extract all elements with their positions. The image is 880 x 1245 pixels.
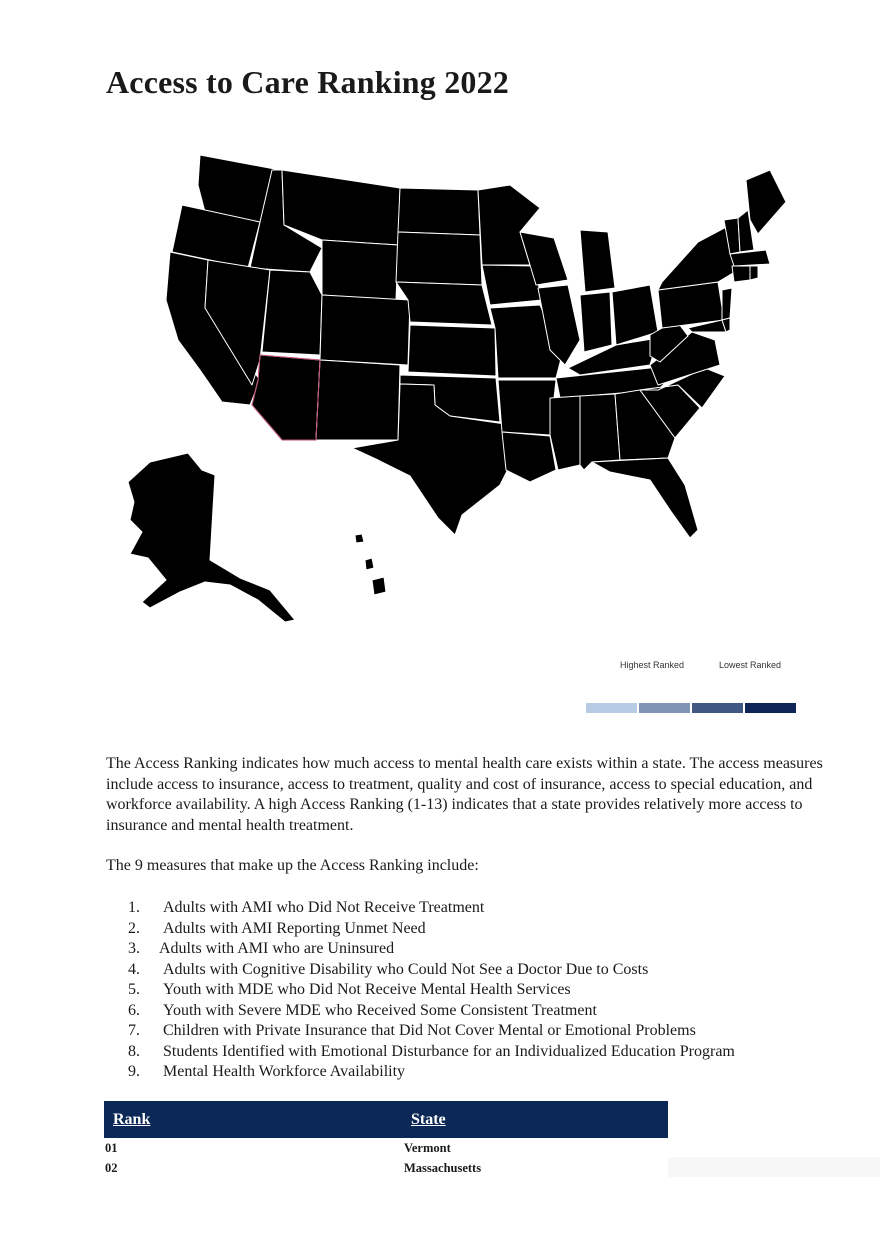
map-svg [110,140,810,640]
state-arkansas [498,380,556,435]
state-kansas [408,325,496,376]
measure-item: 3. Adults with AMI who are Uninsured [128,940,395,957]
table-row [104,1138,668,1158]
measure-item: 9. Mental Health Workforce Availability [128,1063,406,1080]
page-title: Access to Care Ranking 2022 [106,64,510,100]
measures-list [128,898,735,1083]
state-maine [746,170,786,234]
measure-item: 8. Students Identified with Emotional Disturbance for an Individualized Education Program [128,1042,735,1060]
state-new-mexico [316,360,400,440]
map-legend-labels [620,660,800,672]
legend-swatch-tier2 [639,703,690,713]
state-colorado [320,295,410,365]
state-indiana [580,292,612,352]
measure-item: 4. Adults with Cognitive Disability who Could Not See a Doctor Due to Costs [128,960,649,978]
state-montana [282,170,400,245]
row-shade [668,1157,880,1177]
state-south-dakota [396,232,482,285]
state-alabama [580,394,620,470]
state-cell: Massachusetts [404,1161,482,1175]
table-header [104,1101,668,1138]
ranking-table [104,1101,668,1178]
map-legend-bar [586,703,798,713]
state-new-york [658,225,738,290]
state-new-jersey [722,288,732,320]
legend-swatch-tier1 [586,703,637,713]
legend-swatch-tier3 [692,703,743,713]
us-choropleth-map [110,140,810,640]
measure-item: 5. Youth with MDE who Did Not Receive Mental Health Services [128,981,571,998]
measure-item: 1. Adults with AMI who Did Not Receive Treatment [128,899,485,916]
measure-item: 2. Adults with AMI Reporting Unmet Need [128,919,426,937]
state-florida [592,458,698,538]
state-michigan [580,230,615,292]
rank-cell: 02 [105,1161,118,1175]
state-louisiana [502,432,556,482]
state-alaska [128,453,295,622]
measures-intro: The 9 measures that make up the Access Ranking include: [106,857,479,874]
state-arizona [252,355,320,440]
state-utah [262,270,322,355]
table-row [104,1158,668,1178]
state-rhode-island [750,266,758,280]
measure-item: 7. Children with Private Insurance that Did Not Cover Mental or Emotional Problems [128,1022,696,1039]
state-wyoming [322,240,398,300]
state-hawaii-small [355,534,364,543]
rank-cell: 01 [105,1141,118,1155]
measure-item: 6. Youth with Severe MDE who Received Some Consistent Treatment [128,1001,597,1019]
rank-column-header[interactable]: Rank [113,1111,151,1128]
state-cell: Vermont [404,1141,451,1155]
state-north-dakota [398,188,480,235]
state-column-header[interactable]: State [411,1111,446,1128]
state-hawaii-main [372,577,386,595]
intro-paragraph: The Access Ranking indicates how much access to mental health care exists within a state. The access measures include access to insurance, access to treatment, quality and cost of insurance, access to special education, and workforce availability. A high Access Ranking (1-13) indicates that a state provides relatively more access to insurance and mental health treatment. [106,755,823,834]
legend-highest-label: Highest Ranked [620,660,685,670]
state-nebraska [396,282,492,325]
state-hawaii-island [365,558,374,570]
legend-swatch-tier4 [745,703,796,713]
state-connecticut [732,266,750,282]
legend-lowest-label: Lowest Ranked [719,660,782,670]
